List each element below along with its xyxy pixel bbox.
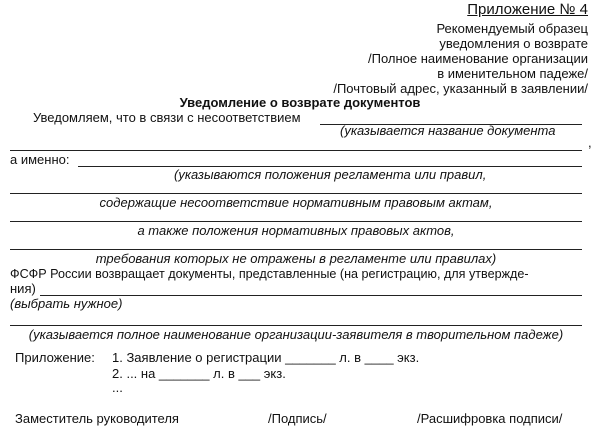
signature-decode: /Расшифровка подписи/ (417, 411, 563, 426)
blank-line-4 (10, 249, 582, 250)
attachment-item-2: 2. ... на _______ л. в ___ экз. (112, 366, 286, 381)
appendix-title: Приложение № 4 (467, 1, 588, 18)
blank-line-5 (10, 325, 582, 326)
namely-label: а именно: (10, 152, 70, 167)
return-line-1: ФСФР России возвращает документы, представленные (на регистрацию, для утвержде- (10, 267, 529, 281)
attachments-label: Приложение: (15, 350, 95, 365)
blank-line-2 (10, 193, 582, 194)
blank-line-3 (10, 221, 582, 222)
attachment-item-3: ... (112, 380, 123, 395)
appendix-note-5: /Почтовый адрес, указанный в заявлении/ (333, 81, 588, 96)
hint-org: (указывается полное наименование организации-заявителя в творительном падеже) (28, 327, 564, 342)
blank-line-1 (10, 150, 582, 151)
appendix-note-3: /Полное наименование организации (367, 51, 588, 66)
attachment-item-1: 1. Заявление о регистрации _______ л. в ____ экз. (112, 350, 420, 365)
notice-heading: Уведомление о возврате документов (179, 95, 421, 110)
hint-also: а также положения нормативных правовых актов, (137, 223, 455, 238)
line-comma: , (588, 135, 592, 150)
appendix-note-1: Рекомендуемый образец (436, 21, 588, 36)
signature-sign: /Подпись/ (268, 411, 327, 426)
hint-choose: (выбрать нужное) (10, 296, 123, 311)
hint-document: (указывается название документа (340, 123, 556, 138)
appendix-note-2: уведомления о возврате (439, 36, 588, 51)
notice-intro: Уведомляем, что в связи с несоответствием (33, 110, 301, 125)
hint-provisions: (указываются положения регламента или правил, (174, 167, 487, 182)
hint-containing: содержащие несоответствие нормативным правовым актам, (99, 195, 493, 210)
appendix-note-4: в именительном падеже/ (437, 66, 588, 81)
return-line-2: ния) (10, 281, 36, 296)
signature-position: Заместитель руководителя (15, 411, 179, 426)
hint-requirements: требования которых не отражены в регламенте или правилах) (95, 251, 497, 266)
